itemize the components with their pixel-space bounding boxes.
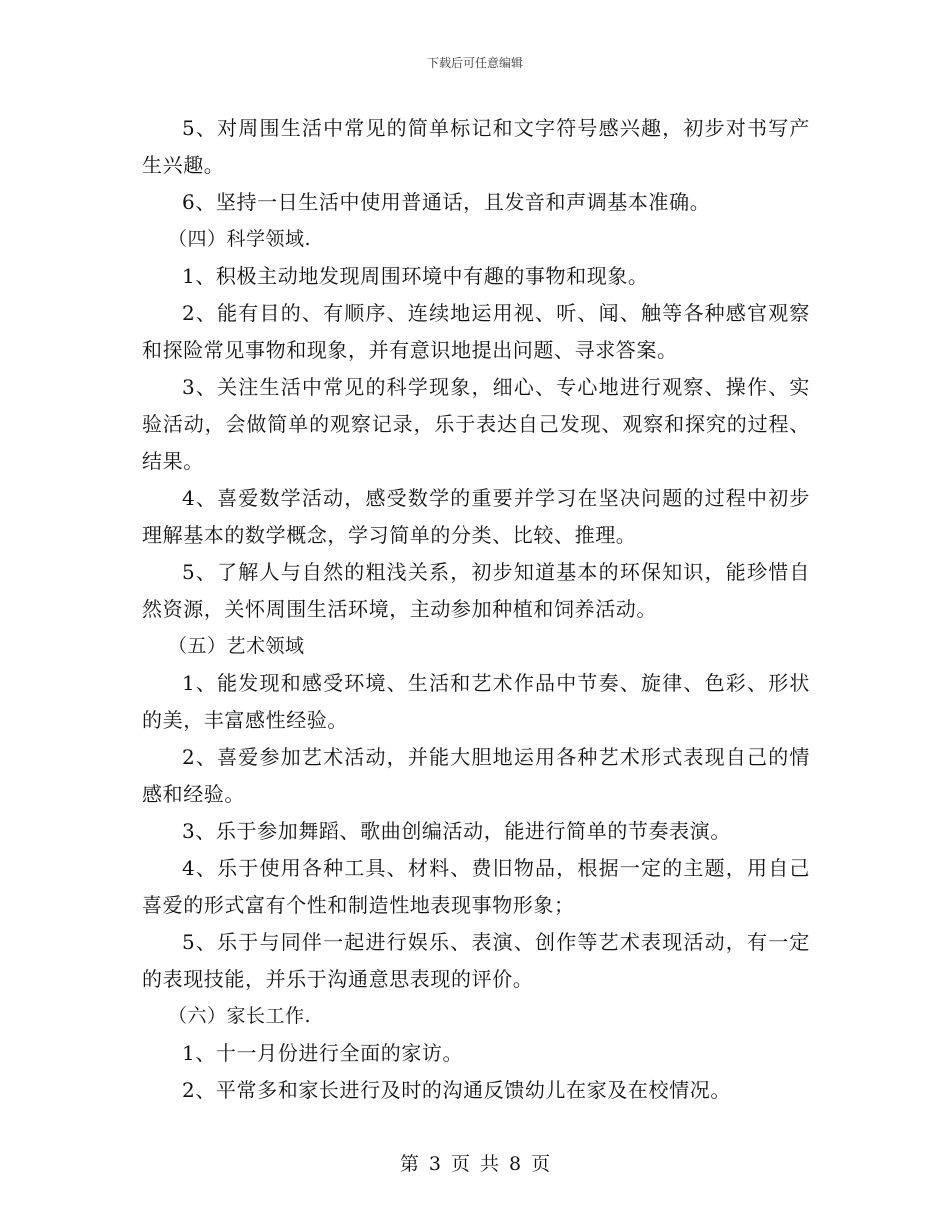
paragraph-science-5: 5、了解人与自然的粗浅关系，初步知道基本的环保知识，能珍惜自然资源，关怀周围生活环境，主动参加种植和饲养活动。 <box>142 560 810 621</box>
document-body <box>142 110 810 1109</box>
paragraph-language-6: 6、坚持一日生活中使用普通话，且发音和声调基本准确。 <box>182 190 711 214</box>
paragraph-science-2: 2、能有目的、有顺序、连续地运用视、听、闻、触等各种感官观察和探险常见事物和现象，并有意识地提出问题、寻求答案。 <box>142 301 810 362</box>
page-header-note: 下载后可任意编辑 <box>426 56 523 70</box>
paragraph-art-5: 5、乐于与同伴一起进行娱乐、表演、创作等艺术表现活动，有一定的表现技能，并乐于沟通意思表现的评价。 <box>142 930 810 991</box>
paragraph-art-2: 2、喜爱参加艺术活动，并能大胆地运用各种艺术形式表现自己的情感和经验。 <box>142 745 810 806</box>
paragraph-parents-2: 2、平常多和家长进行及时的沟通反馈幼儿在家及在校情况。 <box>182 1078 731 1102</box>
paragraph-science-3: 3、关注生活中常见的科学现象，细心、专心地进行观察、操作、实验活动，会做简单的观察记录，乐于表达自己发现、观察和探究的过程、结果。 <box>142 375 810 473</box>
section-heading-parents: （六）家长工作. <box>168 1005 312 1027</box>
section-heading-science: （四）科学领域. <box>168 228 312 250</box>
paragraph-science-4: 4、喜爱数学活动，感受数学的重要并学习在坚决问题的过程中初步理解基本的数学概念，学习简单的分类、比较、推理。 <box>142 486 810 547</box>
paragraph-science-1: 1、积极主动地发现周围环境中有趣的事物和现象。 <box>182 264 649 288</box>
paragraph-art-4: 4、乐于使用各种工具、材料、费旧物品，根据一定的主题，用自己喜爱的形式富有个性和制造性地表现事物形象； <box>142 856 810 917</box>
paragraph-language-5: 5、对周围生活中常见的简单标记和文字符号感兴趣，初步对书写产生兴趣。 <box>142 116 810 177</box>
paragraph-art-3: 3、乐于参加舞蹈、歌曲创编活动，能进行简单的节奏表演。 <box>182 819 731 843</box>
paragraph-parents-1: 1、十一月份进行全面的家访。 <box>182 1041 464 1065</box>
page-number-footer: 第 3 页 共 8 页 <box>399 1153 551 1175</box>
section-heading-art: （五）艺术领域 <box>168 635 305 657</box>
paragraph-art-1: 1、能发现和感受环境、生活和艺术作品中节奏、旋律、色彩、形状的美，丰富感性经验。 <box>142 671 810 732</box>
